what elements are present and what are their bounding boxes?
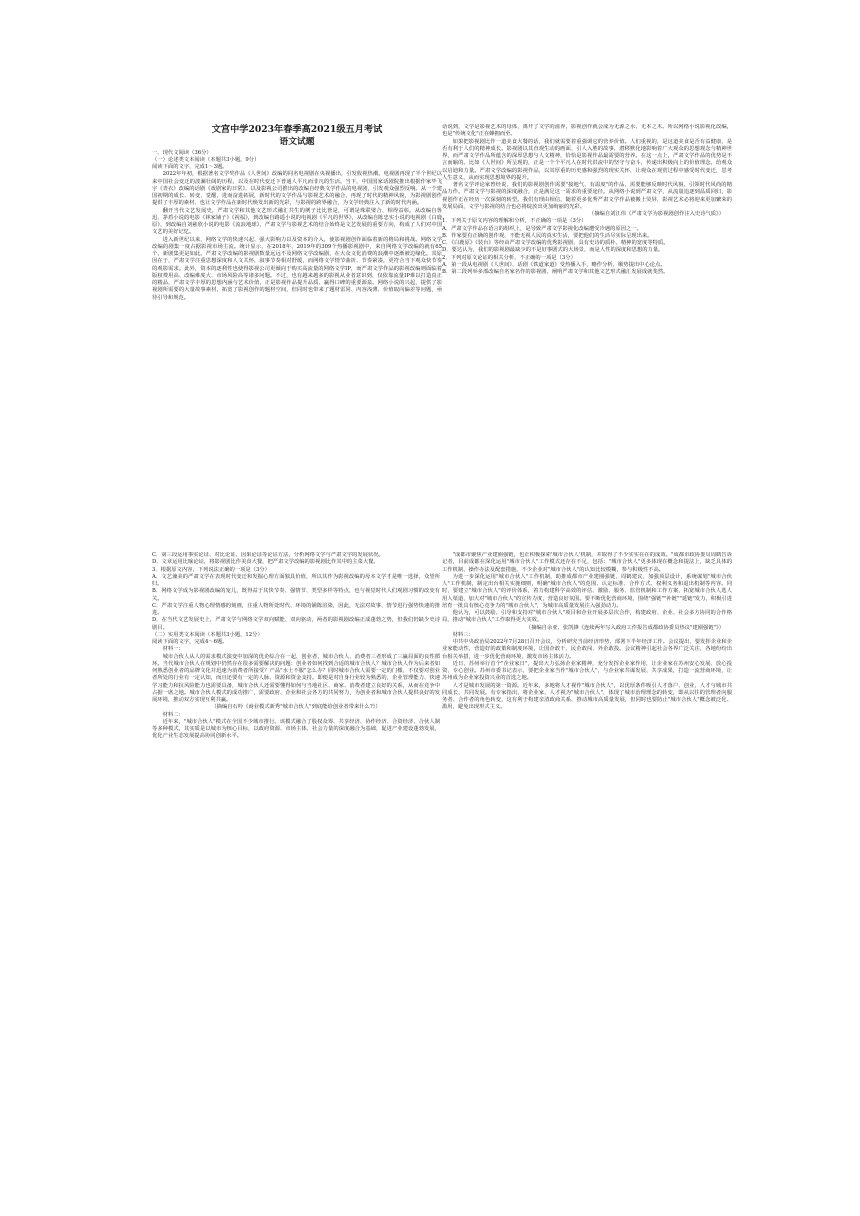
section-heading: 一、现代文阅读（36分） <box>152 149 212 156</box>
question-item: B．网络文学成为影视剧改编的宠儿，既得益于其快节奏、强情节、类型多样等特点，也与视觉时代人们观剧习惯的改变有关。 <box>152 588 440 602</box>
paragraph: 近日，苏州举行首个"企业家日"，提出大力弘扬企业家精神，充分发挥企业家作用，让企业家在苏州安心发展、放心投资、专心创业。苏州市委书记表示，要把企业家当作"城市合伙人"，与企业家共谋发展、共享成果，打造一流营商环境，让苏州成为企业家投资兴业的首选之地。 <box>442 660 732 682</box>
question-item: C．严肃文学注重人物心理情感的刻画，注重人物所处时代、环境的铺陈渲染，因此，无法对故事、情节进行强势快速的推进。 <box>152 602 440 616</box>
paragraph: 翻开当代文艺发展史，严肃文学和其他文艺形式融汇共生的例子比比皆是，可谓是珠联璧合、相得益彰。从改编自鲁迅、茅盾小说的电影《林家铺子》《祝福》，到改编自路遥小说的电视剧《平凡的世界》，从改编自陈忠实小说的电视剧《白鹿原》，到改编自刘慈欣小说的电影《流浪地球》，严肃文学与影视艺术的结合始终是文艺发展的重要方向，构成了人们对中国文艺的美好记忆。 <box>152 207 442 236</box>
exam-subtitle: 语文试题 <box>279 136 315 147</box>
question-item: A．文艺兼美的严肃文学在表现时代变迁和发掘心理方面独具价值，所以其作为影视改编的母本文学才是唯一选择，众望所归。 <box>152 573 440 587</box>
question-item: 3．根据原文内容，下列说法正确的一项是（3分） <box>152 566 270 573</box>
part-heading: （二）实用类文本阅读（本题共3小题，12分） <box>152 631 263 638</box>
paragraph: "成都市聚焦产业建圈强链，也正积极探索'城市合伙人'机制，并取得了不少实实在在的成效。"成都市政协委员周鹤告诉记者，目前成都在深化运用"城市合伙人"工作模式还存在不足，包括："城市合伙人"更多体现在概念和提法上，缺乏具体的工作机制、操作办法及配套措施，不少企业对"城市合伙人"的认知比较模糊，参与积极性不高。 <box>442 552 732 573</box>
material-label: 材料一： <box>162 646 184 653</box>
exam-title: 文宫中学2023年春季高2021级五月考试 <box>211 124 383 135</box>
question-item: A．严肃文学作品在语言的组织上，是导致严肃文学影视化改编遭受冷遇的原因之一。 <box>442 225 642 232</box>
question-item: 2．下列对原文论证的相关分析，不正确的一项是（3分） <box>442 254 576 261</box>
bottom-right-column <box>442 552 732 1152</box>
question-item: A．第一段从电视剧《人世间》、话剧《铁道家道》受热播入手，略作分析，顺势提出中心论点。 <box>442 261 666 268</box>
paragraph: 他认为，可以鼓励、引导和支持对"城市合伙人"项目和企业开展多层次合作，构建政府、企业、社会多方协同的合作格局，推动"城市合伙人"工作取得更大实效。 <box>442 610 732 624</box>
paragraph: 城市合伙人从人的需求模式演变中加深的优企综合在一起，创业者、城市合伙人、消费者三者形成了三赢局面的良性循环。当代城市合伙人在规划中仍然存在很多需要解决的问题：创业者如何找到合适的城市合伙人？城市合伙人作为后来者如何熟悉创业者的品牌文化并迅速为消费者所接受？产品"水土不服"怎么办？同时城市合伙人需要一定的门槛，不仅要对创业者所处的行业有一定认知，而且还要有一定的人脉、资源和资金支持。即便是对自身行业较为熟悉的，企业管理能力、快速学习能力和抗风险能力也需要具备，城市合伙人还需要懂得如何与当地社区、商家、消费者建立良好的关系，从而在竞争中占据一席之地。城市合伙人模式的成功推广，需要政府、企业和社会各方的共同努力，为创业者和城市合伙人提供良好的发展环境，推动双方实现互利共赢。 <box>152 653 440 703</box>
question-item: B．第二段列举多部改编自名家名作的影视剧，阐明严肃文学和其他文艺形式融汇发展成就斐然。 <box>442 269 669 275</box>
paragraph: 2022年年初，根据著名文学奖作品《人世间》改编的同名电视剧在央视播出，引发收视热潮。电视剧再现了半个世纪以来中国社会变迁的波澜壮阔的历程，以及在时代变迁下普通人平凡而非凡的生活。当下，中国国家话剧院推出根据作家毕飞宇《青衣》改编的话剧《戏剧家的日常》，以及影视公司推出的改编自经典文学作品的电视剧，引发观众强烈反响。从一个建国初期的成长、转变、觉醒，进而奋进拓展，新时代的文学作品与影视艺术的融合，再现了时代的精神风貌，为影视剧创作提供了丰厚的素材，也让文学作品在新时代焕发出新的光彩，与影视的跨界融合，为文学经典注入了新的时代内涵。 <box>152 171 442 207</box>
top-right-column <box>442 124 732 524</box>
bottom-left-column <box>152 552 440 1152</box>
paragraph: 人才是城市发展的第一资源。近年来，多地将人才视作"城市合伙人"，以优厚条件吸引人才落户、创业，人才与城市共同成长、共同发展。有专家指出，将企业家、人才视为"城市合伙人"，体现了城市治理理念的转变，即从以往的管理者向服务者、合作者的角色转变，这有利于构建亲清政商关系，推动城市高质量发展，但同时也要防止"城市合伙人"概念被泛化、滥用，避免出现形式主义。 <box>442 682 732 711</box>
question-item: D．要达认为，我们的影视剧最缺少的不是好事剧式的大场景，而是人性的深度和思想的力量。 <box>442 247 664 254</box>
paragraph: 著名文学评论家曾经说，我们的影视剧创作需要"接地气、有温度"的作品，需要能够反映时代风貌、引领时代风尚的精品力作。严肃文学与影视的深度融合，正是满足这一需求的重要途径。从网络小说到严肃文学，从流量追逐到品质回归，影视创作正在经历一次深刻的转型。我们有理由相信，随着更多优秀严肃文学作品被搬上荧屏，影视艺术必将迎来更加繁荣的发展局面，文学与影视的结合也必将绽放出更加绚丽的光彩。 <box>442 182 732 210</box>
material-label: 材料二： <box>162 711 184 718</box>
part-heading: （一）论述类文本阅读（本题共3小题，9分） <box>152 156 260 163</box>
paragraph: 中共中央政治局2022年7月28日召开会议，分析研究当前经济形势，部署下半年经济工作。会议提出，要发挥企业和企业家能动性，营造好的政策和制度环境，让国企敢干、民企敢闯、外企敢投。会议精神引起社会各界广泛关注，各地纷纷出台相关举措，进一步优化营商环境，激发市场主体活力。 <box>442 639 732 660</box>
source-citation: （摘编自石吟《商业模式新秀"城市合伙人"到底能给创业者带来什么?》） <box>211 704 381 711</box>
top-left-column <box>152 124 442 594</box>
source-citation: （摘编自余亚、张凯锋《连续两年写入政府工作报告成都政协委员热议"建圈强链"》） <box>525 624 724 631</box>
paragraph: 为进一步深化运用"城市合伙人"工作机制，助推成都市产业建圈强链，周鹤建议，加强顶层设计，系统谋划"城市合伙人"工作机制，制定出台相关实施细则，明确"城市合伙人"的范围、认定标准、合作方式、权利义务和退出机制等内容。同时，要建立"城市合伙人"的评价体系，着力构建科学高效的评估、激励、服务、监管机制和工作方案，拓宽城市合伙人选人用人渠道，加大对"城市合伙人"的宣传力度，营造良好氛围。要不断优化营商环境，围绕"强链""补链""延链"发力，积极引进培育一批具有核心竞争力的"城市合伙人"，为城市高质量发展注入强劲动力。 <box>442 573 732 609</box>
question-item: C．《白鹿原》《装台》等经由严肃文学改编的优秀影视剧，具有史诗的质朴、精神的宽度等特质。 <box>442 240 669 246</box>
paragraph: 进入新世纪以来，网络文学的快速兴起、强大影响力以及资本的介入，使影视剧创作面临着新的格局和挑战。网络文学改编的剧集一度占据影视市场主流。统计显示，在2018年、2019年的309个热播影视剧中，来自网络文学改编的就有65个，新剧集更是如此。严肃文学改编的影视剧数量远远不及网络文学改编剧，在大众文化消费的浪潮中逐渐被边缘化。其原因在于，严肃文学注重思想深度和人文关怀，叙事节奏相对舒缓，而网络文学情节曲折、节奏紧凑，更符合当下观众快节奏的观影需求。此外，资本的逐利性也使得影视公司更倾向于购买高流量的网络文学IP，而严肃文学作品的影视改编则面临着版权费用高、改编难度大、市场风险高等诸多问题。不过，也有越来越多的影视从业者意识到，仅依靠流量IP难以打造真正的精品，严肃文学丰厚的思想内涵与艺术价值，正是影视作品提升品质、赢得口碑的重要源泉。网络小说的兴起，提供了影视剧所需要的大量故事素材，拓宽了影视创作的题材空间，但同时也带来了题材雷同、内容浅薄、价值取向偏差等问题，亟待引导和规范。 <box>152 236 442 301</box>
question-item: 1．下列关于原文内容的理解和分析，不正确的一项是（3分） <box>442 218 587 225</box>
question-item: C．第三段运用事实论证、对比论证、因果论证等论证方法，分析网络文学与严肃文学的发展状况。 <box>152 552 384 558</box>
material-label: 材料三： <box>452 631 474 638</box>
instruction: 阅读下面的文字，完成4～6题。 <box>152 639 228 645</box>
source-citation: （摘编自刘江伟《严肃文学为影视剧创作注入史诗气质》） <box>588 211 724 217</box>
question-item: B．作家要有正确的创作观，不能无视人民的真实生活，要把他们的生活尽实际呈现出来。 <box>442 232 653 239</box>
question-item: D．在当代文艺发展史上，严肃文学与网络文学双向赋能、双向驱动，两者的影视剧改编正成蓬勃之势，但我们仍缺少史诗剧目。 <box>152 617 440 631</box>
paragraph: 如果把影视剧比作一道美食大餐的话，我们就需要着重强调它的营养价值。人们重视的，是这道美食是否有益健康，是否有利于人们的精神成长。影视剧以其直观生动的画面、引人入胜的故事，潜移默化地影响着广大观众的思想观念与精神世界，而严肃文学作品所蕴含的深厚思想与人文精神，恰恰是影视作品最需要的营养。在这一点上，严肃文学作品的优势是不言而喻的。比如《人世间》所呈现的，正是一个个平凡人在时代洪流中的坚守与奋斗，传递出积极向上的价值理念，给观众以启迪和力量。严肃文学改编的影视作品，以其厚重的历史感和强烈的现实关怀，让观众在观赏过程中感受时代变迁，思考人生意义，从而实现思想境界的提升。 <box>442 138 732 181</box>
instruction: 阅读下面的文字，完成1～3题。 <box>152 164 228 170</box>
question-item: D．文章运用比喻论证，将影视剧比作美食大餐，把严肃文学改编的影视剧比作其中的主菜大餐。 <box>152 559 379 566</box>
paragraph: 话说到，文学是影视艺术的母体，离开了文学的滋养，影视创作就会成为无源之水、无本之木。所以网络小说影视化改编，也是"传统文化"正在蜂拥而至。 <box>442 124 732 138</box>
paragraph: 近年来，"城市合伙人"模式在全国不少城市推行。该模式融合了股权众筹、共享经济、协作经济、合资经济、合伙人制等多种模式，其实质是以城市为核心目标，以政府资源、市场主体、社会力量的深度融合为基础，促进产业建设蓬勃发展，优化产业生态发展提高协同创新水平。 <box>152 718 440 740</box>
